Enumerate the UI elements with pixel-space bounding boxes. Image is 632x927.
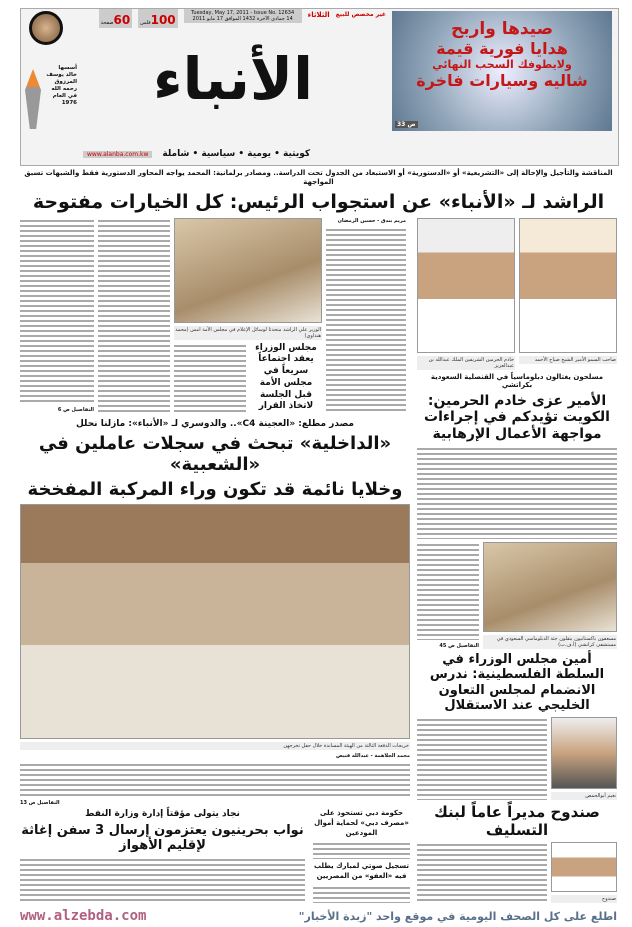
lead-story xyxy=(20,218,410,413)
left-area xyxy=(20,218,410,903)
watermark-text: اطلع على كل الصحف اليومية في موقع واحد "زبدة الأخبار" xyxy=(298,909,617,923)
lead-headline: الراشد لـ «الأنباء» عن استجواب الرئيس: كل الخيارات مفتوحة xyxy=(32,191,605,213)
price-unit: فلس xyxy=(140,20,151,26)
karachi-text-col xyxy=(417,542,479,649)
ad-line-4: شاليه وسيارات فاخرة xyxy=(416,71,588,90)
logo: الأنباء xyxy=(153,45,313,113)
bottom-stories xyxy=(20,809,410,903)
ad-banner[interactable] xyxy=(392,11,612,131)
interior-headline-2: وخلايا نائمة قد تكون وراء المركبة المفخخة xyxy=(27,478,403,500)
saudi-continued[interactable]: التفاصيل ص 45 xyxy=(439,642,479,649)
karachi-photo-col xyxy=(483,542,617,649)
emir-photo-col xyxy=(519,218,617,370)
credit-body xyxy=(417,842,547,903)
ad-line-3: ولايطوفك السحب النهائي xyxy=(432,58,572,71)
bahrain-headline: نواب بحرينيون يعتزمون إرسال 3 سفن إغاثة لإقليم الأهواز xyxy=(21,822,304,854)
founder-line: 1976 xyxy=(61,100,77,106)
lead-kicker: المناقشة والتأجيل والإحالة إلى «التشريعية» أو «الدستورية» أو الاستبعاد من الجدول تحت الدراسة.. ومصادر برلمانية: المحمد يواجه المحاور الدستورية فقط والشبهات تسبق المواجهة xyxy=(24,169,613,186)
right-column xyxy=(417,218,617,903)
lead-continued[interactable]: التفاصيل ص 6 xyxy=(57,406,94,413)
pages-value: 60 xyxy=(113,13,131,27)
lead-subhead: مجلس الوزراء يعقد اجتماعاً سريعاً في مجلس الأمة قبل الجلسة لاتخاذ القرار xyxy=(255,342,317,412)
founder-portrait xyxy=(29,11,63,45)
mubarak-body xyxy=(313,885,410,903)
dubai-body xyxy=(313,841,410,859)
photo-saudi-king xyxy=(417,218,515,353)
lead-body-col xyxy=(20,218,94,404)
pages-unit: صفحة xyxy=(100,20,114,26)
lead-subrow xyxy=(174,343,322,413)
photo-caption: خريجات الدفعة الثالثة من الهيئة المساندة خلال حفل تخرجهن xyxy=(20,742,410,750)
date-en: Tuesday, May 17, 2011 - Issue No. 12634 xyxy=(191,10,295,16)
lead-byline: مريم بندق - حسين الرمضان xyxy=(337,217,406,224)
saudi-body-col xyxy=(417,446,617,539)
website-link[interactable]: www.alanba.com.kw xyxy=(83,151,152,158)
photo-karachi xyxy=(483,542,617,632)
day-label: الثلاثاء xyxy=(307,11,330,19)
ad-page: ص 33 xyxy=(397,121,416,128)
credit-photo-col xyxy=(551,842,617,903)
founder-line: رحمه الله xyxy=(51,86,77,92)
top-label: غير مخصص للبيع xyxy=(335,11,386,18)
credit-row xyxy=(417,842,617,903)
interior-kicker: مصدر مطلع: «العجينة C4».. والدوسري لـ «الأنباء»: مازلنا نحلل xyxy=(75,418,355,429)
torch-icon xyxy=(25,69,41,129)
photo-caption: صاحب السمو الأمير الشيخ صباح الأحمد xyxy=(519,356,617,364)
saudi-kicker: مسلحون يغتالون دبلوماسياً في القنصلية السعودية بكراتشي xyxy=(430,372,604,390)
photo-caption: خادم الحرمين الشريفين الملك عبدالله بن عبدالعزيز xyxy=(417,356,515,370)
interior-continued[interactable]: التفاصيل ص 13 xyxy=(20,800,60,807)
photo-caption: مسعفون باكستانيون ينقلون جثة الدبلوماسي السعودي في مستشفى كراتشي (أ.ف.ب) xyxy=(483,635,617,649)
lead-body-col xyxy=(98,218,170,413)
founder-line: أسسها xyxy=(58,65,77,71)
credit-bank-headline: صندوح مديراً عاماً لبنك التسليف xyxy=(434,803,600,839)
pages xyxy=(99,9,132,28)
bahrain-story xyxy=(20,809,305,903)
bahrain-kicker: نجاد يتولى مؤقتاً إدارة وزارة النفط xyxy=(85,809,240,820)
karachi-row xyxy=(417,542,617,649)
lead-col-3 xyxy=(174,218,322,413)
watermark xyxy=(20,906,617,926)
palestine-headline: أمين مجلس الوزراء في السلطة الفلسطينية: ندرس الانضمام لمجلس التعاون الخليجي عند الاستقلال xyxy=(429,651,605,714)
interior-body xyxy=(20,762,410,797)
ad-line-1: صيدها واربح xyxy=(450,19,554,39)
photo-sandouh xyxy=(551,842,617,892)
photo-caption: الوزير علي الراشد متحدثا لوسائل الإعلام في مجلس الأمة امس (محمد هنداوي) xyxy=(175,326,321,339)
price xyxy=(138,9,177,28)
lead-col-1 xyxy=(20,218,94,413)
watermark-url[interactable]: www.alzebda.com xyxy=(20,908,147,924)
top-strip xyxy=(99,9,386,28)
photo-palestine-official xyxy=(551,717,617,789)
mubarak-headline: تسجيل صوتي لمبارك يطلب فيه «العفو» من المصريين xyxy=(313,862,410,881)
issue-date xyxy=(184,9,302,23)
lead-col-2 xyxy=(98,218,170,413)
saudi-headline: الأمير عزى خادم الحرمين: الكويت تؤيدكم في إجراءات مواجهة الأعمال الإرهابية xyxy=(424,392,610,443)
dubai-mubarak-col xyxy=(313,809,410,903)
founder-line: المرزوق xyxy=(54,79,77,85)
masthead xyxy=(20,8,619,166)
saudi-body-col xyxy=(417,542,479,640)
photo-emir xyxy=(519,218,617,353)
date-ar: 14 جمادى الآخرة 1432 الموافق 17 مايو 2011 xyxy=(192,16,293,22)
lead-body-col xyxy=(326,227,406,413)
photo-minister xyxy=(174,218,322,323)
lead-col-4 xyxy=(326,218,406,413)
photo-caption: نعيم أبوالحمص xyxy=(551,792,617,800)
content-row xyxy=(20,218,617,903)
main-content xyxy=(20,169,617,903)
lead-body-col xyxy=(174,343,246,413)
dubai-headline: حكومة دبي تستحوذ على «مصرف دبي» لحماية أموال المودعين xyxy=(314,809,409,837)
ad-line-2: هدايا فورية قيمة xyxy=(436,39,568,58)
king-photo-col xyxy=(417,218,515,370)
interior-headline-1: «الداخلية» تبحث في سجلات عاملين في «الشعبية» xyxy=(38,432,392,476)
founder-line: في العام xyxy=(52,93,77,99)
palestine-photo-col xyxy=(551,717,617,800)
founder-line: خالد يوسف xyxy=(46,72,77,78)
photo-graduates xyxy=(20,504,410,740)
price-value: 100 xyxy=(150,13,176,27)
tagline-row xyxy=(83,149,383,159)
founder-text xyxy=(43,65,77,107)
tagline: كويتية • يومية • سياسية • شاملة xyxy=(162,149,311,159)
palestine-row xyxy=(417,717,617,800)
photo-caption: صندوح xyxy=(551,895,617,903)
bahrain-body xyxy=(20,857,305,903)
leader-photos xyxy=(417,218,617,370)
interior-byline: محمد الجلاهمة - عبدالله قنيص xyxy=(335,753,410,760)
palestine-body xyxy=(417,717,547,800)
